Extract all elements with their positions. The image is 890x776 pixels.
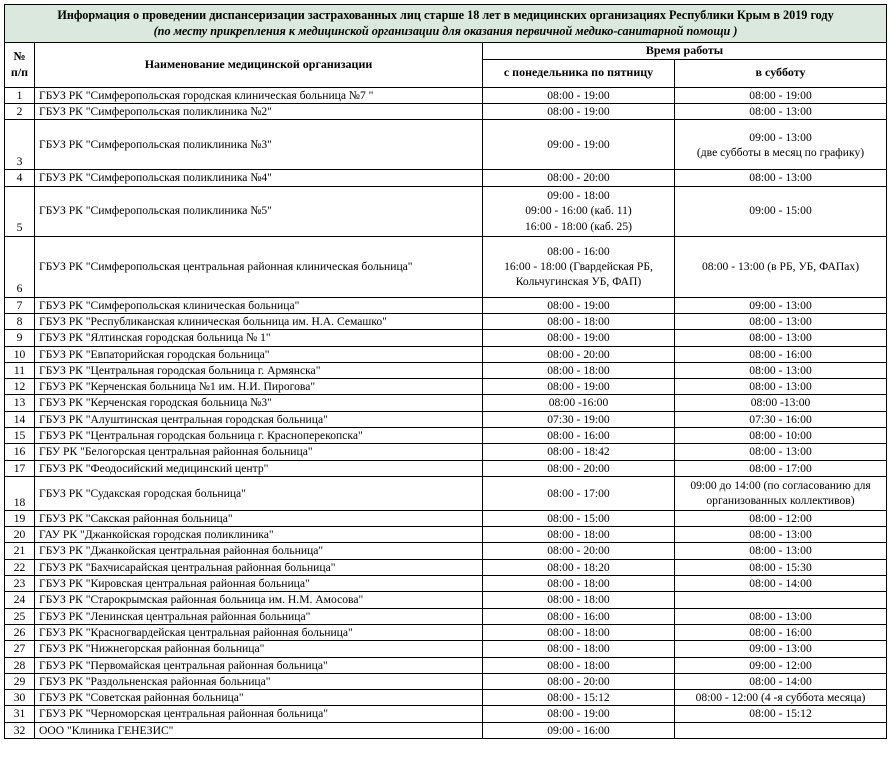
table-row (5, 379, 887, 395)
weekday-hours: 08:00 - 18:00 (483, 624, 675, 640)
table-row (5, 87, 887, 103)
row-number: 15 (5, 427, 35, 443)
organization-name: ГБУЗ РК "Алуштинская центральная городская больница" (35, 411, 483, 427)
saturday-hours: 08:00 - 14:00 (675, 576, 887, 592)
table-row (5, 313, 887, 329)
row-number: 23 (5, 576, 35, 592)
weekday-hours: 08:00 - 16:00 (483, 427, 675, 443)
weekday-hours: 09:00 - 18:00 09:00 - 16:00 (каб. 11) 16:00 - 18:00 (каб. 25) (483, 186, 675, 236)
row-number: 32 (5, 722, 35, 738)
row-number: 11 (5, 362, 35, 378)
organization-name: ГБУЗ РК "Сакская районная больница" (35, 510, 483, 526)
weekday-hours: 08:00 - 18:00 (483, 592, 675, 608)
table-subtitle: (по месту прикрепления к медицинской организации для оказания первичной медико-санитарной помощи ) (153, 23, 738, 38)
header-work-time (483, 42, 887, 59)
table-row (5, 690, 887, 706)
table-row (5, 592, 887, 608)
table-row (5, 186, 887, 236)
saturday-hours: 08:00 - 14:00 (675, 673, 887, 689)
row-number: 25 (5, 608, 35, 624)
document-page (4, 4, 887, 739)
row-number: 12 (5, 379, 35, 395)
saturday-hours: 08:00 - 19:00 (675, 87, 887, 103)
saturday-hours: 09:00 до 14:00 (по согласованию для организованных коллективов) (675, 476, 887, 510)
organization-name: ГБУЗ РК "Симферопольская городская клиническая больница №7 " (35, 87, 483, 103)
table-title: Информация о проведении диспансеризации застрахованных лиц старше 18 лет в медицинских организациях Республики Крым в 2019 году (57, 8, 834, 22)
row-number: 31 (5, 706, 35, 722)
weekday-hours: 09:00 - 19:00 (483, 120, 675, 170)
organization-name: ГБУЗ РК "Центральная городская больница г. Красноперекопска" (35, 427, 483, 443)
row-number: 24 (5, 592, 35, 608)
organization-name: ГБУЗ РК "Керченская городская больница №3" (35, 395, 483, 411)
header-name-label: Наименование медицинской организации (144, 56, 373, 71)
weekday-hours: 08:00 - 18:00 (483, 657, 675, 673)
saturday-hours: 09:00 - 15:00 (675, 186, 887, 236)
table-row (5, 641, 887, 657)
weekday-hours: 08:00 - 18:42 (483, 444, 675, 460)
weekday-hours: 08:00 - 18:00 (483, 313, 675, 329)
organization-name: ГБУЗ РК "Бахчисарайская центральная районная больница" (35, 559, 483, 575)
weekday-hours: 08:00 - 15:00 (483, 510, 675, 526)
weekday-hours: 08:00 - 20:00 (483, 673, 675, 689)
organization-name: ГБУЗ РК "Красногвардейская центральная районная больница" (35, 624, 483, 640)
organization-name: ГБУ РК "Белогорская центральная районная больница" (35, 444, 483, 460)
organization-name: ГБУЗ РК "Нижнегорская районная больница" (35, 641, 483, 657)
row-number: 27 (5, 641, 35, 657)
row-number: 22 (5, 559, 35, 575)
header-weekdays-label: с понедельника по пятницу (503, 65, 654, 80)
weekday-hours: 08:00 - 19:00 (483, 330, 675, 346)
saturday-hours: 08:00 - 13:00 (675, 608, 887, 624)
row-number: 8 (5, 313, 35, 329)
organization-name: ГБУЗ РК "Судакская городская больница" (35, 476, 483, 510)
row-number: 5 (5, 186, 35, 236)
table-row (5, 476, 887, 510)
weekday-hours: 08:00 - 19:00 (483, 706, 675, 722)
weekday-hours: 08:00 - 20:00 (483, 170, 675, 186)
table-row (5, 608, 887, 624)
organization-name: ГБУЗ РК "Евпаторийская городская больница" (35, 346, 483, 362)
table-row (5, 673, 887, 689)
saturday-hours: 08:00 -13:00 (675, 395, 887, 411)
organization-name: ГБУЗ РК "Симферопольская клиническая больница" (35, 297, 483, 313)
organization-name: ГБУЗ РК "Центральная городская больница г. Армянска" (35, 362, 483, 378)
weekday-hours: 08:00 - 19:00 (483, 297, 675, 313)
organization-name: ГБУЗ РК "Симферопольская поликлиника №2" (35, 104, 483, 120)
weekday-hours: 08:00 - 15:12 (483, 690, 675, 706)
organization-name: ГБУЗ РК "Ялтинская городская больница № 1" (35, 330, 483, 346)
saturday-hours: 08:00 - 13:00 (675, 362, 887, 378)
table-row (5, 706, 887, 722)
saturday-hours: 08:00 - 13:00 (675, 330, 887, 346)
weekday-hours: 09:00 - 16:00 (483, 722, 675, 738)
weekday-hours: 08:00 - 19:00 (483, 87, 675, 103)
saturday-hours: 08:00 - 17:00 (675, 460, 887, 476)
saturday-hours: 08:00 - 13:00 (в РБ, УБ, ФАПах) (675, 236, 887, 297)
organization-name: ГБУЗ РК "Симферопольская поликлиника №4" (35, 170, 483, 186)
table-row (5, 330, 887, 346)
table-row (5, 576, 887, 592)
weekday-hours: 08:00 - 20:00 (483, 460, 675, 476)
table-row (5, 657, 887, 673)
header-weekdays (483, 59, 675, 87)
organization-name: ГБУЗ РК "Первомайская центральная районная больница" (35, 657, 483, 673)
saturday-hours: 09:00 - 13:00 (675, 297, 887, 313)
table-row (5, 510, 887, 526)
table-row (5, 559, 887, 575)
row-number: 10 (5, 346, 35, 362)
saturday-hours: 08:00 - 13:00 (675, 379, 887, 395)
saturday-hours: 08:00 - 13:00 (675, 527, 887, 543)
saturday-hours: 08:00 - 16:00 (675, 346, 887, 362)
saturday-hours: 08:00 - 12:00 (4 -я суббота месяца) (675, 690, 887, 706)
weekday-hours: 08:00 - 19:00 (483, 104, 675, 120)
row-number: 4 (5, 170, 35, 186)
table-row (5, 236, 887, 297)
saturday-hours: 08:00 - 12:00 (675, 510, 887, 526)
table-row (5, 444, 887, 460)
organization-name: ГБУЗ РК "Черноморская центральная районная больница" (35, 706, 483, 722)
weekday-hours: 08:00 - 16:00 16:00 - 18:00 (Гвардейская РБ, Кольчугинская УБ, ФАП) (483, 236, 675, 297)
organization-name: ООО "Клиника ГЕНЕЗИС" (35, 722, 483, 738)
header-work-time-label: Время работы (645, 42, 724, 57)
organization-name: ГАУ РК "Джанкойская городская поликлиника" (35, 527, 483, 543)
table-row (5, 170, 887, 186)
table-title-cell (5, 5, 887, 43)
weekday-hours: 08:00 - 17:00 (483, 476, 675, 510)
organization-name: ГБУЗ РК "Феодосийский медицинский центр" (35, 460, 483, 476)
row-number: 26 (5, 624, 35, 640)
row-number: 14 (5, 411, 35, 427)
table-row (5, 722, 887, 738)
row-number: 1 (5, 87, 35, 103)
weekday-hours: 08:00 - 18:00 (483, 576, 675, 592)
saturday-hours: 09:00 - 13:00 (675, 641, 887, 657)
header-saturday (675, 59, 887, 87)
row-number: 19 (5, 510, 35, 526)
row-number: 30 (5, 690, 35, 706)
row-number: 17 (5, 460, 35, 476)
header-num (5, 42, 35, 87)
table-row (5, 427, 887, 443)
saturday-hours: 09:00 - 13:00 (две субботы в месяц по графику) (675, 120, 887, 170)
saturday-hours: 09:00 - 12:00 (675, 657, 887, 673)
table-row (5, 411, 887, 427)
saturday-hours: 07:30 - 16:00 (675, 411, 887, 427)
saturday-hours: 08:00 - 13:00 (675, 543, 887, 559)
header-num-label: № п/п (10, 48, 29, 79)
saturday-hours: 08:00 - 15:12 (675, 706, 887, 722)
row-number: 21 (5, 543, 35, 559)
weekday-hours: 08:00 - 19:00 (483, 379, 675, 395)
row-number: 16 (5, 444, 35, 460)
weekday-hours: 08:00 - 16:00 (483, 608, 675, 624)
organization-name: ГБУЗ РК "Раздольненская районная больница" (35, 673, 483, 689)
organization-name: ГБУЗ РК "Республиканская клиническая больница им. Н.А. Семашко" (35, 313, 483, 329)
table-row (5, 297, 887, 313)
table-row (5, 104, 887, 120)
row-number: 29 (5, 673, 35, 689)
organization-name: ГБУЗ РК "Симферопольская поликлиника №5" (35, 186, 483, 236)
weekday-hours: 08:00 - 18:20 (483, 559, 675, 575)
row-number: 6 (5, 236, 35, 297)
organization-name: ГБУЗ РК "Симферопольская центральная районная клиническая больница" (35, 236, 483, 297)
saturday-hours: 08:00 - 13:00 (675, 444, 887, 460)
weekday-hours: 08:00 - 20:00 (483, 346, 675, 362)
schedule-table (4, 4, 887, 739)
table-row (5, 120, 887, 170)
weekday-hours: 08:00 - 20:00 (483, 543, 675, 559)
table-row (5, 460, 887, 476)
table-row (5, 624, 887, 640)
organization-name: ГБУЗ РК "Керченская больница №1 им. Н.И. Пирогова" (35, 379, 483, 395)
saturday-hours: 08:00 - 13:00 (675, 104, 887, 120)
row-number: 3 (5, 120, 35, 170)
weekday-hours: 08:00 - 18:00 (483, 362, 675, 378)
row-number: 13 (5, 395, 35, 411)
saturday-hours: 08:00 - 13:00 (675, 313, 887, 329)
row-number: 20 (5, 527, 35, 543)
saturday-hours: 08:00 - 13:00 (675, 170, 887, 186)
weekday-hours: 08:00 -16:00 (483, 395, 675, 411)
saturday-hours: 08:00 - 10:00 (675, 427, 887, 443)
organization-name: ГБУЗ РК "Симферопольская поликлиника №3" (35, 120, 483, 170)
row-number: 7 (5, 297, 35, 313)
weekday-hours: 08:00 - 18:00 (483, 527, 675, 543)
weekday-hours: 07:30 - 19:00 (483, 411, 675, 427)
header-saturday-label: в субботу (755, 65, 806, 80)
saturday-hours (675, 592, 887, 608)
row-number: 2 (5, 104, 35, 120)
saturday-hours: 08:00 - 15:30 (675, 559, 887, 575)
organization-name: ГБУЗ РК "Старокрымская районная больница им. Н.М. Амосова" (35, 592, 483, 608)
table-row (5, 527, 887, 543)
table-row (5, 362, 887, 378)
row-number: 18 (5, 476, 35, 510)
table-row (5, 346, 887, 362)
weekday-hours: 08:00 - 18:00 (483, 641, 675, 657)
organization-name: ГБУЗ РК "Советская районная больница" (35, 690, 483, 706)
row-number: 28 (5, 657, 35, 673)
organization-name: ГБУЗ РК "Ленинская центральная районная больница" (35, 608, 483, 624)
organization-name: ГБУЗ РК "Кировская центральная районная больница" (35, 576, 483, 592)
organization-name: ГБУЗ РК "Джанкойская центральная районная больница" (35, 543, 483, 559)
row-number: 9 (5, 330, 35, 346)
table-row (5, 395, 887, 411)
table-row (5, 543, 887, 559)
header-name (35, 42, 483, 87)
saturday-hours: 08:00 - 16:00 (675, 624, 887, 640)
table-body (5, 87, 887, 738)
saturday-hours (675, 722, 887, 738)
